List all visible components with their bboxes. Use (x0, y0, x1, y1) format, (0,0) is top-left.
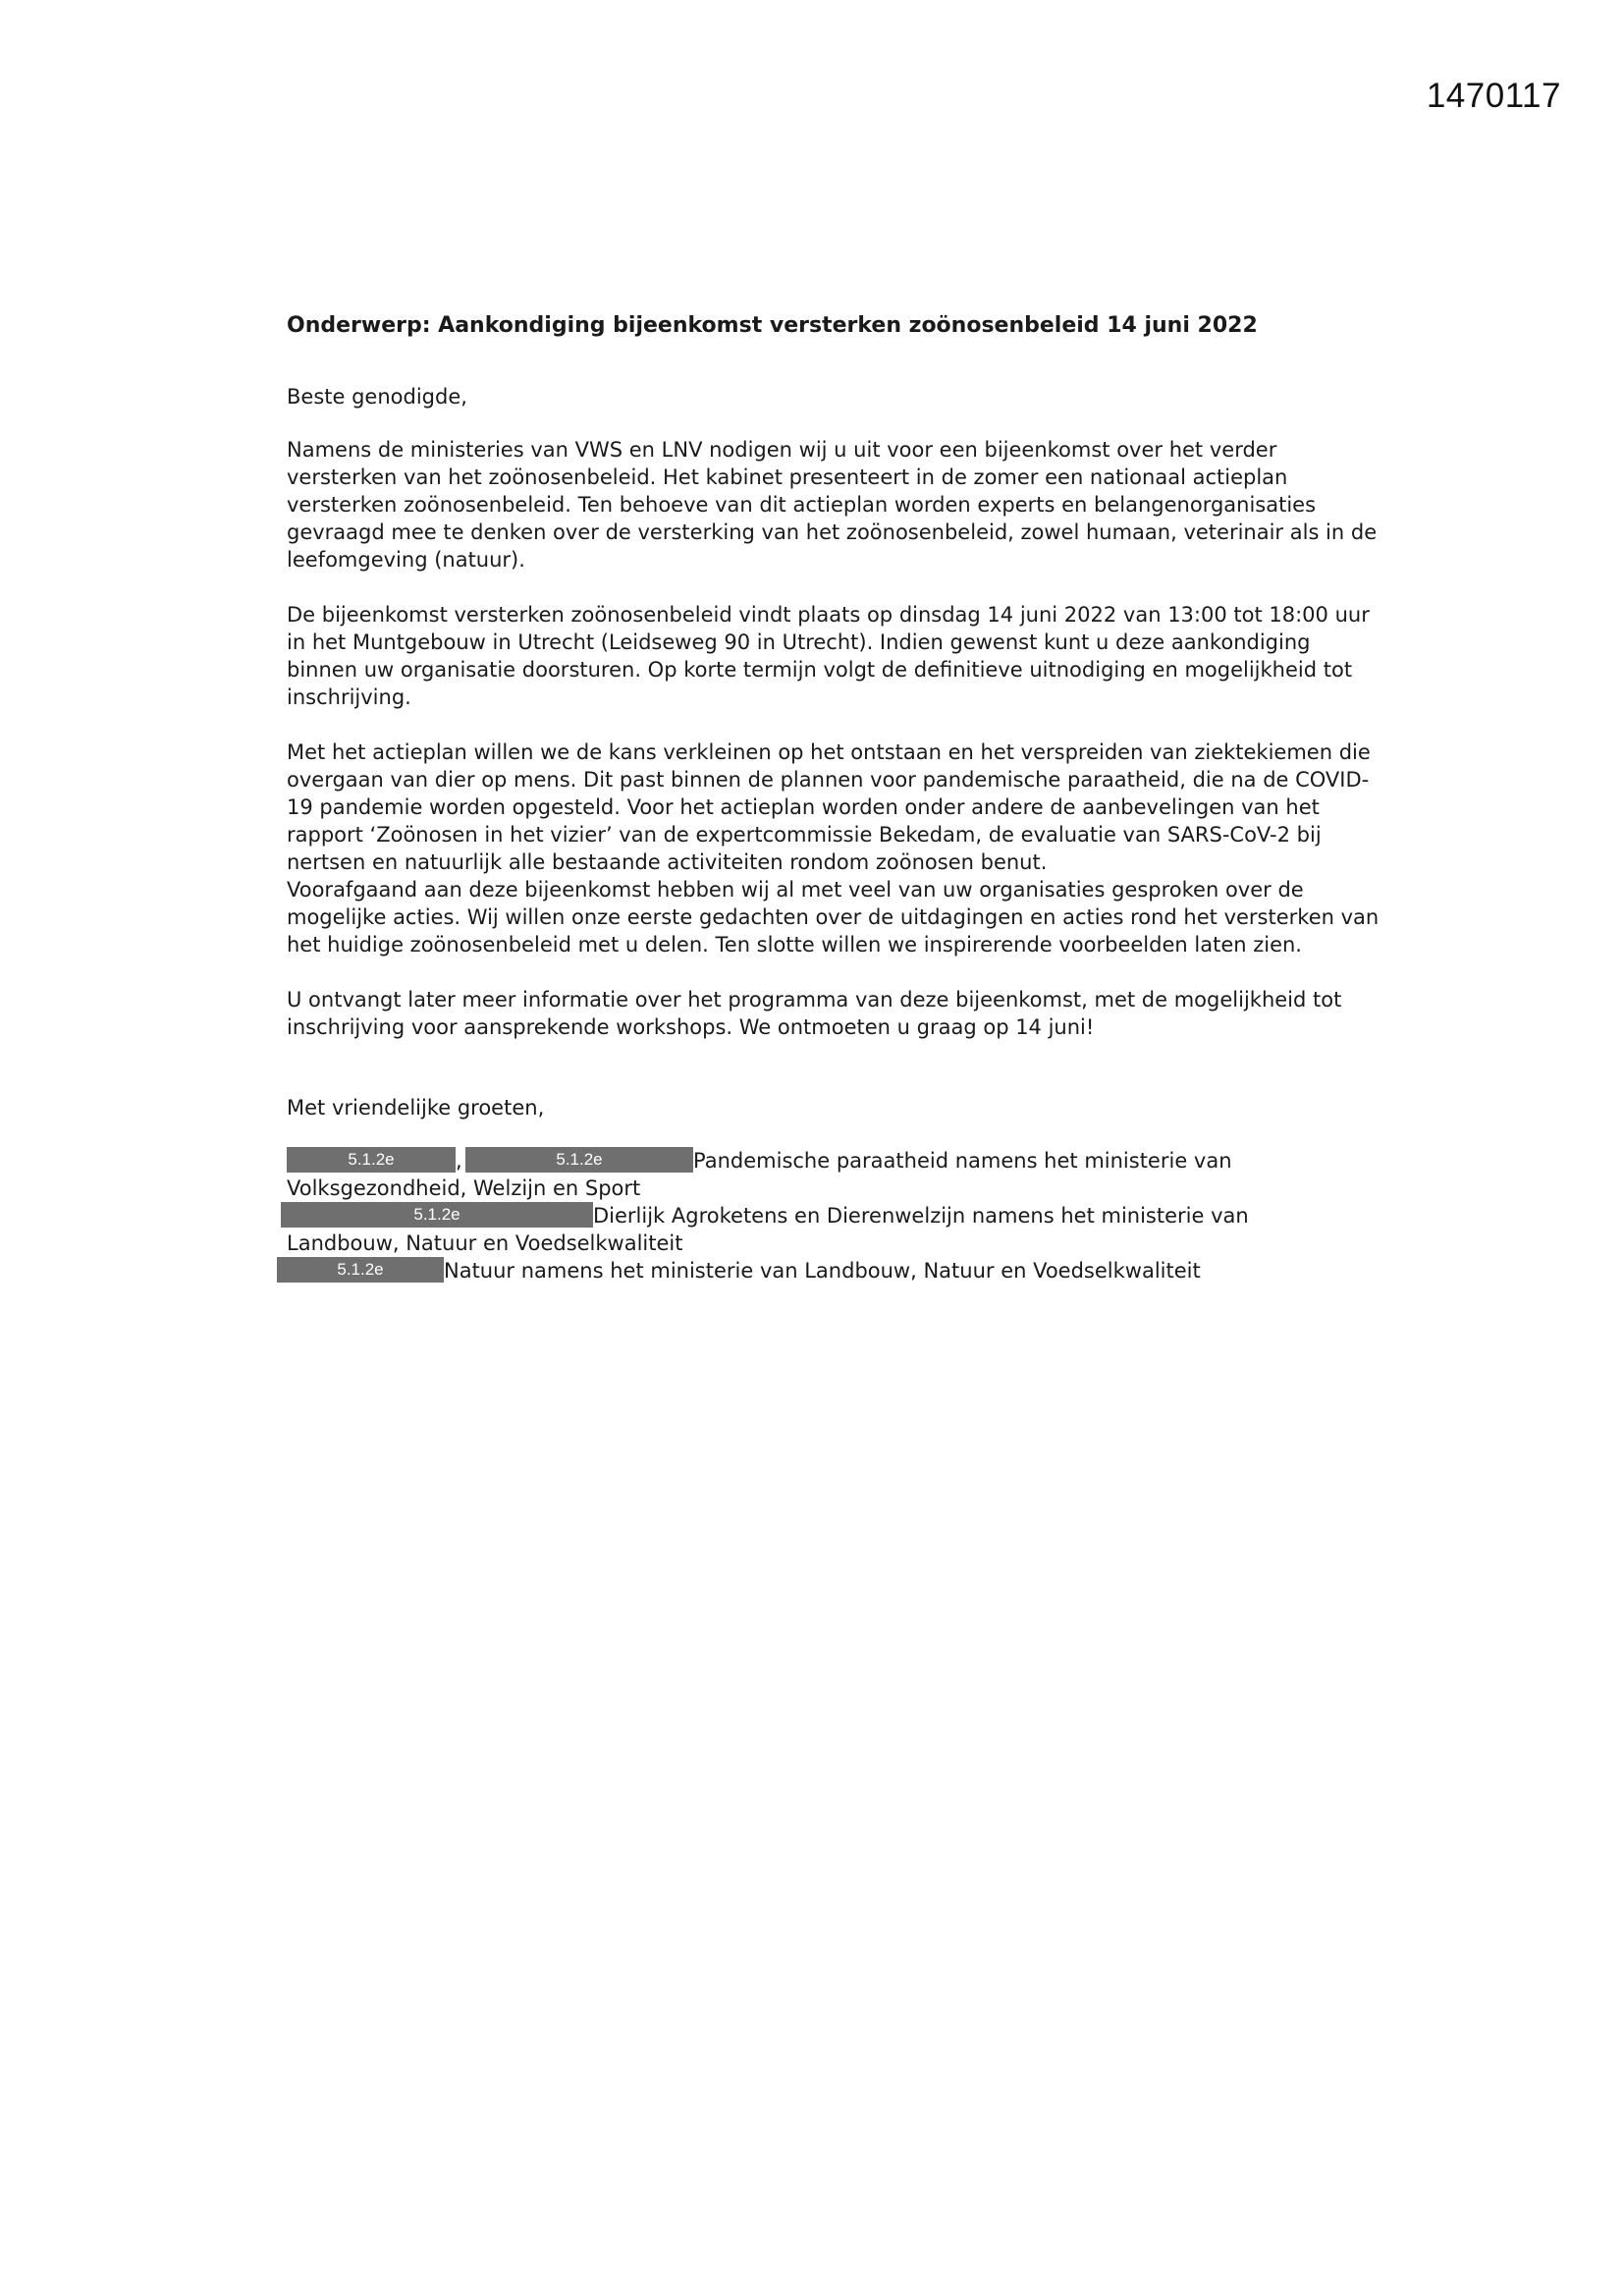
paragraph-prior-consultation: Voorafgaand aan deze bijeenkomst hebben wij al met veel van uw organisaties gesproken over de mogelijke acties. Wij willen onze eerste gedachten over de uitdagingen en acties rond het versterken van het huidige zoönosenbeleid met u delen. Ten slotte willen we inspirerende voorbeelden laten zien. (287, 878, 1380, 957)
signature-line-vws-cont: Volksgezondheid, Welzijn en Sport (287, 1176, 641, 1200)
paragraph-more-info: U ontvangt later meer informatie over het programma van deze bijeenkomst, met de mogelijkheid tot inschrijving voor aansprekende workshops. We ontmoeten u graag op 14 juni! (287, 988, 1342, 1039)
redaction-box: 5.1.2e (281, 1202, 593, 1228)
signature-line-lnv-agro (287, 1202, 1386, 1230)
salutation: Beste genodigde, (287, 385, 467, 409)
signature-block (287, 1147, 1386, 1285)
signature-line-vws (287, 1147, 1386, 1175)
signature-role-text: Dierlijk Agroketens en Dierenwelzijn namens het ministerie van (593, 1204, 1249, 1228)
redaction-box: 5.1.2e (277, 1257, 444, 1283)
signature-role-text: Pandemische paraatheid namens het ministerie van (693, 1149, 1232, 1173)
letter-subject: Onderwerp: Aankondiging bijeenkomst versterken zoönosenbeleid 14 juni 2022 (287, 313, 1258, 338)
signature-line-lnv-agro-cont: Landbouw, Natuur en Voedselkwaliteit (287, 1231, 683, 1255)
paragraph-event-details: De bijeenkomst versterken zoönosenbeleid vindt plaats op dinsdag 14 juni 2022 van 13:00 tot 18:00 uur in het Muntgebouw in Utrecht (Leidseweg 90 in Utrecht). Indien gewenst kunt u deze aankondiging binnen uw organisatie doorsturen. Op korte termijn volgt de definitieve uitnodiging en mogelijkheid tot inschrijving. (287, 603, 1370, 709)
closing: Met vriendelijke groeten, (287, 1096, 545, 1120)
paragraph-invitation: Namens de ministeries van VWS en LNV nodigen wij u uit voor een bijeenkomst over het verder versterken van het zoönosenbeleid. Het kabinet presenteert in de zomer een nationaal actieplan versterken zoönosenbeleid. Ten behoeve van dit actieplan worden experts en belangenorganisaties gevraagd mee te denken over de versterking van het zoönosenbeleid, zowel humaan, veterinair als in de leefomgeving (natuur). (287, 438, 1378, 572)
paragraph-action-plan: Met het actieplan willen we de kans verkleinen op het ontstaan en het verspreiden van ziektekiemen die overgaan van dier op mens. Dit past binnen de plannen voor pandemische paraatheid, die na de COVID-19 pandemie worden opgesteld. Voor het actieplan worden onder andere de aanbevelingen van het rapport ‘Zoönosen in het vizier’ van de expertcommissie Bekedam, de evaluatie van SARS-CoV-2 bij nertsen en natuurlijk alle bestaande activiteiten rondom zoönosen benut. (287, 740, 1371, 874)
signature-comma: , (456, 1149, 462, 1173)
signature-line-lnv-nature (287, 1257, 1386, 1285)
redaction-box: 5.1.2e (287, 1147, 456, 1173)
signature-role-text: Natuur namens het ministerie van Landbouw, Natuur en Voedselkwaliteit (444, 1259, 1201, 1283)
document-number: 1470117 (1426, 77, 1561, 115)
letter-body (287, 312, 1386, 1285)
redaction-box: 5.1.2e (465, 1147, 693, 1173)
